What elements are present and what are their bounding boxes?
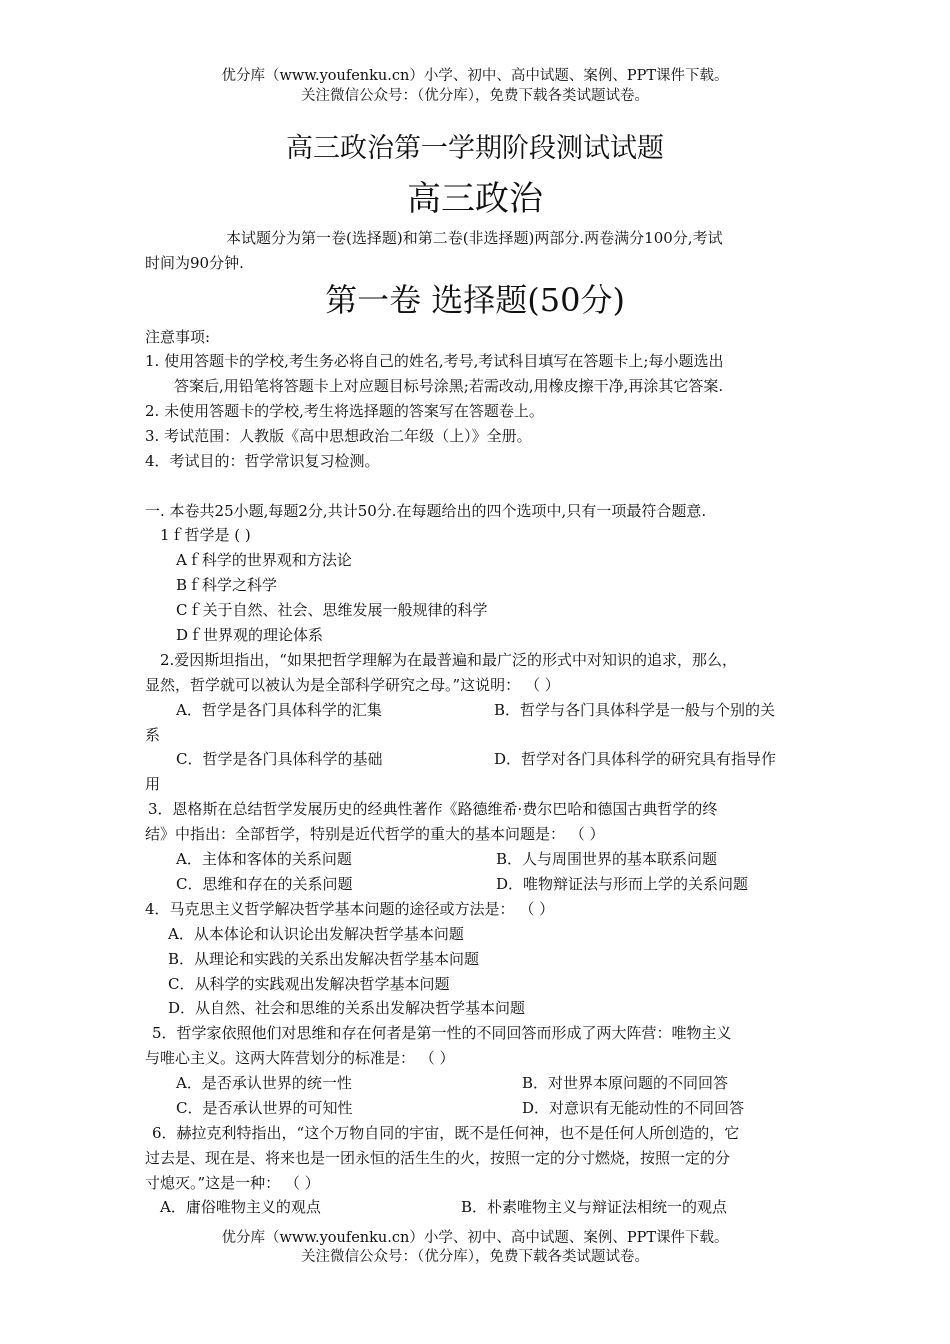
q1-option-d: Dｆ世界观的理论体系 bbox=[176, 626, 324, 644]
notes-heading: 注意事项: bbox=[145, 328, 211, 346]
q4-option-d: D．从自然、社会和思维的关系出发解决哲学基本问题 bbox=[168, 999, 526, 1017]
intro-line-2: 时间为90分钟. bbox=[145, 254, 244, 272]
q5-option-a: A．是否承认世界的统一性 bbox=[176, 1074, 352, 1092]
intro-line-1: 本试题分为第一卷(选择题)和第二卷(非选择题)两部分.两卷满分100分,考试 bbox=[226, 229, 723, 247]
q2-option-c: C．哲学是各门具体科学的基础 bbox=[176, 750, 383, 768]
q4-option-b: B．从理论和实践的关系出发解决哲学基本问题 bbox=[168, 950, 480, 968]
section-title: 第一卷 选择题(50分) bbox=[325, 281, 625, 319]
q3-stem-line-1: 3．恩格斯在总结哲学发展历史的经典性著作《路德维希·费尔巴哈和德国古典哲学的终 bbox=[148, 800, 718, 818]
q2-option-b-line-1: B．哲学与各门具体科学是一般与个别的关 bbox=[494, 701, 776, 719]
q4-stem: 4．马克思主义哲学解决哲学基本问题的途径或方法是： （ ） bbox=[145, 900, 555, 918]
footer-line-1: 优分库（www.youfenku.cn）小学、初中、高中试题、案例、PPT课件下载。 bbox=[221, 1230, 729, 1246]
note-2: 2. 未使用答题卡的学校,考生将选择题的答案写在答题卷上。 bbox=[145, 402, 544, 420]
q2-option-d-line-1: D．哲学对各门具体科学的研究具有指导作 bbox=[494, 750, 777, 768]
q5-option-b: B．对世界本原问题的不同回答 bbox=[522, 1074, 729, 1092]
q6-option-b: B．朴素唯物主义与辩证法相统一的观点 bbox=[461, 1198, 728, 1216]
note-1-line-1: 1. 使用答题卡的学校,考生务必将自己的姓名,考号,考试科目填写在答题卡上;每小题选出 bbox=[145, 352, 724, 370]
q4-option-a: A．从本体论和认识论出发解决哲学基本问题 bbox=[168, 925, 464, 943]
q1-stem: 1ｆ哲学是 ( ) bbox=[160, 526, 251, 544]
part1-instruction: 一. 本卷共25小题,每题2分,共计50分.在每题给出的四个选项中,只有一项最符合题意. bbox=[145, 502, 707, 520]
q3-option-b: B．人与周围世界的基本联系问题 bbox=[496, 850, 718, 868]
page-title: 高三政治第一学期阶段测试试题 bbox=[286, 133, 664, 164]
q2-stem-line-1: 2.爱因斯坦指出，“如果把哲学理解为在最普遍和最广泛的形式中对知识的追求，那么， bbox=[160, 651, 737, 669]
q3-stem-line-2: 结》中指出：全部哲学，特别是近代哲学的重大的基本问题是： （ ） bbox=[145, 825, 605, 843]
page-subtitle: 高三政治 bbox=[407, 179, 543, 219]
footer-line-2: 关注微信公众号：（优分库），免费下载各类试题试卷。 bbox=[301, 1249, 649, 1265]
note-3: 3. 考试范围：人教版《高中思想政治二年级（上）》全册。 bbox=[145, 427, 532, 445]
q6-stem-line-3: 寸熄灭。”这是一种： （ ） bbox=[145, 1174, 320, 1192]
q6-stem-line-2: 过去是、现在是、将来也是一团永恒的活生生的火，按照一定的分寸燃烧，按照一定的分 bbox=[145, 1149, 731, 1167]
q5-option-c: C．是否承认世界的可知性 bbox=[176, 1099, 353, 1117]
q5-stem-line-1: 5．哲学家依照他们对思维和存在何者是第一性的不同回答而形成了两大阵营：唯物主义 bbox=[152, 1024, 732, 1042]
header-line-2: 关注微信公众号：（优分库），免费下载各类试题试卷。 bbox=[301, 88, 649, 104]
q6-stem-line-1: 6．赫拉克利特指出，“这个万物自同的宇宙，既不是任何神，也不是任何人所创造的，它 bbox=[152, 1124, 740, 1142]
q2-option-b-line-2: 系 bbox=[145, 726, 161, 744]
q2-option-d-line-2: 用 bbox=[145, 775, 161, 793]
q5-option-d: D．对意识有无能动性的不同回答 bbox=[522, 1099, 745, 1117]
note-1-line-2: 答案后,用铅笔将答题卡上对应题目标号涂黑;若需改动,用橡皮擦干净,再涂其它答案. bbox=[174, 377, 724, 395]
q5-stem-line-2: 与唯心主义。这两大阵营划分的标准是： （ ） bbox=[145, 1049, 455, 1067]
q1-option-b: Bｆ科学之科学 bbox=[176, 576, 278, 594]
header-line-1: 优分库（www.youfenku.cn）小学、初中、高中试题、案例、PPT课件下载。 bbox=[221, 68, 729, 84]
note-4: 4．考试目的：哲学常识复习检测。 bbox=[145, 452, 380, 470]
q3-option-d: D．唯物辩证法与形而上学的关系问题 bbox=[496, 875, 749, 893]
q1-option-c: Cｆ关于自然、社会、思维发展一般规律的科学 bbox=[176, 601, 488, 619]
q3-option-c: C．思维和存在的关系问题 bbox=[176, 875, 353, 893]
q2-stem-line-2: 显然，哲学就可以被认为是全部科学研究之母。”这说明： （ ） bbox=[145, 676, 560, 694]
q4-option-c: C．从科学的实践观出发解决哲学基本问题 bbox=[168, 975, 450, 993]
q2-option-a: A．哲学是各门具体科学的汇集 bbox=[176, 701, 382, 719]
q1-option-a: Aｆ科学的世界观和方法论 bbox=[176, 551, 352, 569]
q6-option-a: A．庸俗唯物主义的观点 bbox=[160, 1198, 321, 1216]
q3-option-a: A．主体和客体的关系问题 bbox=[176, 850, 352, 868]
